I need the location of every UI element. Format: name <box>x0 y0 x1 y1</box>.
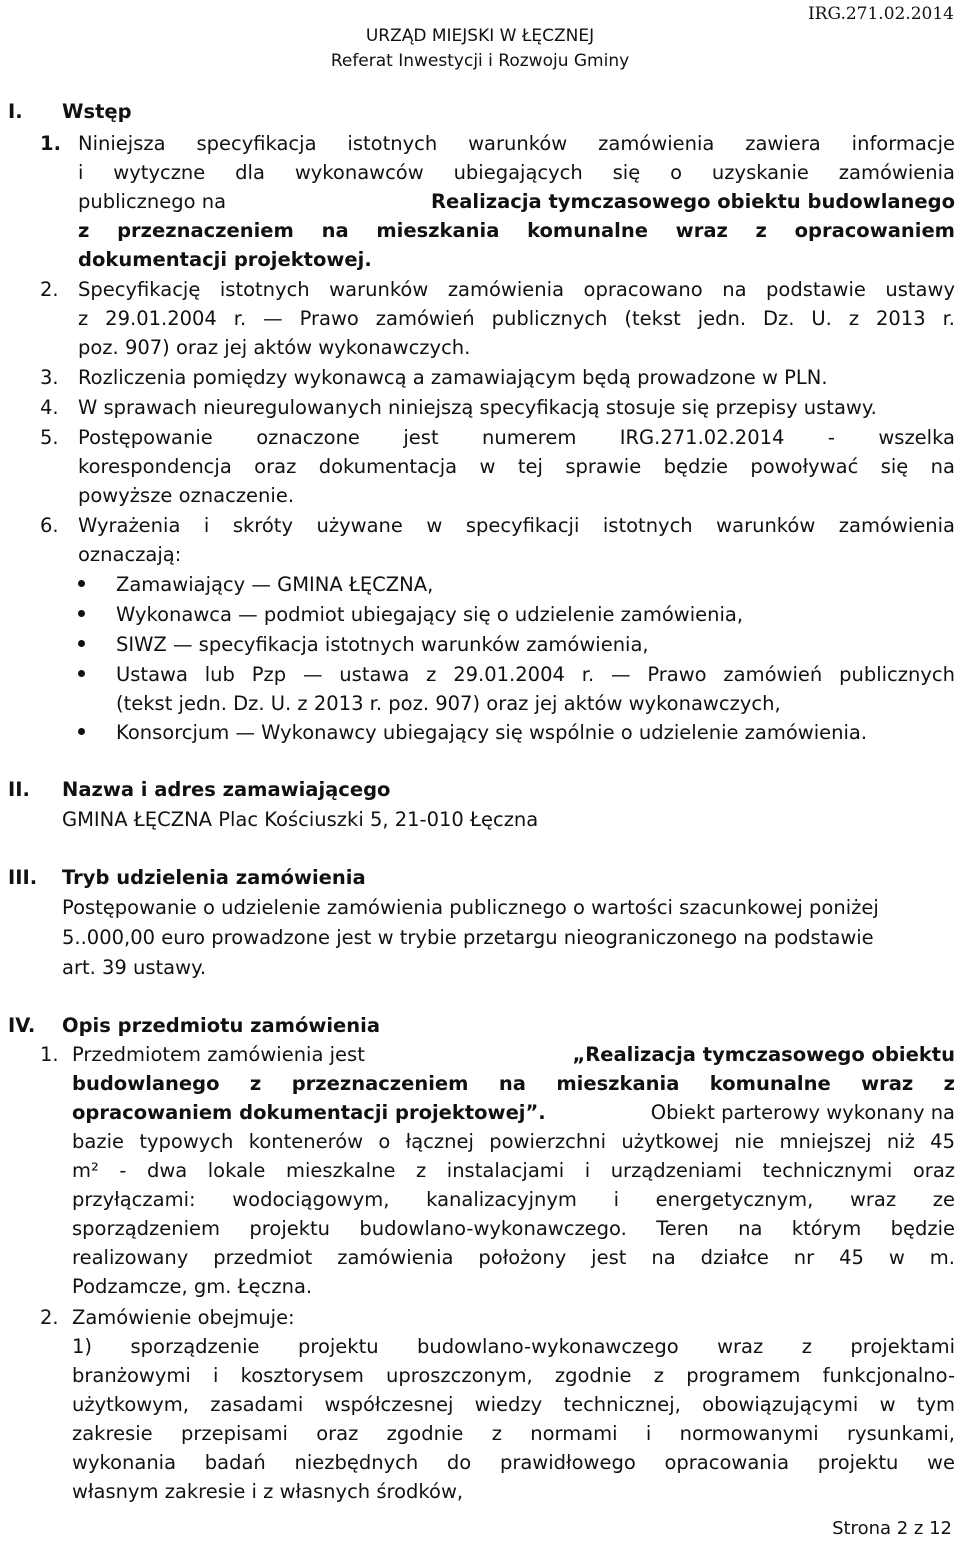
item-number: 1. <box>40 132 61 155</box>
paragraph-line: 1) sporządzenie projektu budowlano-wykonawczego wraz z projektami <box>72 1335 955 1358</box>
paragraph-line: Postępowanie o udzielenie zamówienia publicznego o wartości szacunkowej poniżej <box>62 896 879 919</box>
paragraph-line: GMINA ŁĘCZNA Plac Kościuszki 5, 21-010 Łęczna <box>62 808 539 831</box>
paragraph-line: przyłączami: wodociągowym, kanalizacyjnym i energetycznym, wraz ze <box>72 1188 955 1211</box>
paragraph-line: Postępowanie oznaczone jest numerem IRG.271.02.2014 - wszelka <box>78 426 955 449</box>
doc-number: IRG.271.02.2014 <box>807 4 954 24</box>
paragraph-line: dokumentacji projektowej. <box>78 248 372 271</box>
list-item: Wykonawca — podmiot ubiegający się o udzielenie zamówienia, <box>116 603 744 626</box>
text-run-bold: Realizacja tymczasowego obiektu budowlanego <box>430 190 955 213</box>
list-item-continuation: (tekst jedn. Dz. U. z 2013 r. poz. 907) oraz jej aktów wykonawczych, <box>116 692 781 715</box>
section-title: Nazwa i adres zamawiającego <box>62 778 391 801</box>
page-number: Strona 2 z 12 <box>832 1518 952 1539</box>
item-number: 1. <box>40 1043 59 1066</box>
paragraph-line <box>72 1040 955 1069</box>
paragraph-line: W sprawach nieuregulowanych niniejszą specyfikacją stosuje się przepisy ustawy. <box>78 396 877 419</box>
paragraph-line: Niniejsza specyfikacja istotnych warunków zamówienia zawiera informacje <box>78 132 955 155</box>
bullet-icon <box>78 728 85 735</box>
text-run: publicznego na <box>78 190 227 213</box>
text-run: Przedmiotem zamówienia jest <box>72 1043 365 1066</box>
list-item: Zamawiający — GMINA ŁĘCZNA, <box>116 573 434 596</box>
item-number: 5. <box>40 426 59 449</box>
bullet-icon <box>78 610 85 617</box>
paragraph-line: poz. 907) oraz jej aktów wykonawczych. <box>78 336 471 359</box>
paragraph-line: Specyfikację istotnych warunków zamówienia opracowano na podstawie ustawy <box>78 278 955 301</box>
paragraph-line: realizowany przedmiot zamówienia położony jest na działce nr 45 w m. <box>72 1246 955 1269</box>
paragraph-line: Podzamcze, gm. Łęczna. <box>72 1275 313 1298</box>
list-item: SIWZ — specyfikacja istotnych warunków zamówienia, <box>116 633 649 656</box>
paragraph-line: z przeznaczeniem na mieszkania komunalne wraz z opracowaniem <box>78 219 955 242</box>
paragraph-line: i wytyczne dla wykonawców ubiegających się o uzyskanie zamówienia <box>78 161 955 184</box>
paragraph-line: budowlanego z przeznaczeniem na mieszkania komunalne wraz z <box>72 1072 955 1095</box>
paragraph-line: Wyrażenia i skróty używane w specyfikacji istotnych warunków zamówienia <box>78 514 955 537</box>
section-number: I. <box>8 100 23 123</box>
paragraph-line: 5..000,00 euro prowadzone jest w trybie przetargu nieograniczonego na podstawie <box>62 926 874 949</box>
list-item: Ustawa lub Pzp — ustawa z 29.01.2004 r. — Prawo zamówień publicznych <box>116 663 955 686</box>
list-item: Konsorcjum — Wykonawcy ubiegający się wspólnie o udzielenie zamówienia. <box>116 721 868 744</box>
section-title: Wstęp <box>62 100 132 123</box>
paragraph-line: branżowymi i kosztorysem uproszczonym, zgodnie z programem funkcjonalno- <box>72 1364 955 1387</box>
paragraph-line: Rozliczenia pomiędzy wykonawcą a zamawiającym będą prowadzone w PLN. <box>78 366 828 389</box>
department-name: Referat Inwestycji i Rozwoju Gminy <box>330 51 630 71</box>
office-name: URZĄD MIEJSKI W ŁĘCZNEJ <box>365 26 595 46</box>
item-number: 4. <box>40 396 59 419</box>
paragraph-line: użytkowym, zasadami współczesnej wiedzy technicznej, obowiązującymi w tym <box>72 1393 955 1416</box>
bullet-icon <box>78 670 85 677</box>
section-number: IV. <box>8 1014 36 1037</box>
paragraph-line: sporządzeniem projektu budowlano-wykonawczego. Teren na którym będzie <box>72 1217 955 1240</box>
paragraph-line: bazie typowych kontenerów o łącznej powierzchni użytkowej nie mniejszej niż 45 <box>72 1130 955 1153</box>
item-number: 2. <box>40 278 59 301</box>
section-title: Opis przedmiotu zamówienia <box>62 1014 380 1037</box>
paragraph-line: własnym zakresie i z własnych środków, <box>72 1480 464 1503</box>
paragraph-line: korespondencja oraz dokumentacja w tej sprawie będzie powoływać się na <box>78 455 955 478</box>
text-run-bold: opracowaniem dokumentacji projektowej”. <box>72 1101 546 1124</box>
text-run: Obiekt parterowy wykonany na <box>650 1101 955 1124</box>
bullet-icon <box>78 580 85 587</box>
paragraph-line: m² - dwa lokale mieszkalne z instalacjami i urządzeniami technicznymi oraz <box>72 1159 955 1182</box>
text-run-bold: „Realizacja tymczasowego obiektu <box>572 1043 955 1066</box>
paragraph-line <box>72 1098 955 1127</box>
paragraph-line <box>78 187 955 216</box>
item-number: 3. <box>40 366 59 389</box>
bullet-icon <box>78 640 85 647</box>
paragraph-line: z 29.01.2004 r. — Prawo zamówień publicznych (tekst jedn. Dz. U. z 2013 r. <box>78 307 955 330</box>
paragraph-line: oznaczają: <box>78 543 182 566</box>
section-number: II. <box>8 778 30 801</box>
paragraph-line: art. 39 ustawy. <box>62 956 207 979</box>
paragraph-line: Zamówienie obejmuje: <box>72 1306 295 1329</box>
section-number: III. <box>8 866 38 889</box>
item-number: 2. <box>40 1306 59 1329</box>
paragraph-line: zakresie przepisami oraz zgodnie z normami i normowanymi rysunkami, <box>72 1422 955 1445</box>
paragraph-line: powyższe oznaczenie. <box>78 484 295 507</box>
section-title: Tryb udzielenia zamówienia <box>62 866 366 889</box>
paragraph-line: wykonania badań niezbędnych do prawidłowego opracowania projektu we <box>72 1451 955 1474</box>
item-number: 6. <box>40 514 59 537</box>
